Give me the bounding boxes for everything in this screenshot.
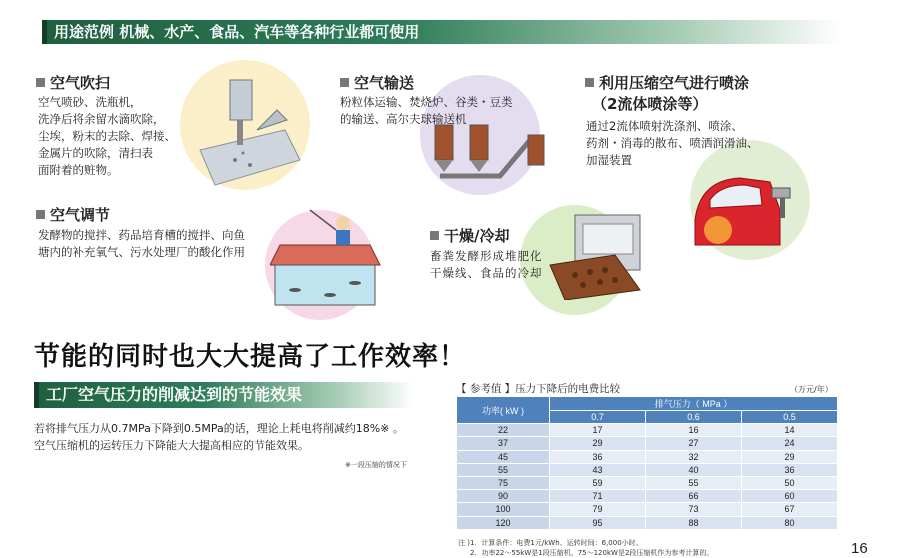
cost-cell: 17 [550,424,646,437]
section-spray-title [585,72,749,93]
cost-cell: 80 [742,516,838,529]
bullet-square-icon [36,78,45,87]
table-note-1: 注 )1．计算条件：电费1元/kWh、运转时间：6,000小时。 [458,539,643,547]
section-drying-title [430,225,509,246]
page-number: 16 [851,540,868,557]
kw-cell: 75 [457,476,550,489]
bullet-square-icon [340,78,349,87]
conveying-heading: 空气输送 [354,74,415,92]
air-adjust-text: 发酵物的搅拌、药品培育槽的搅拌、向鱼 塘内的补充氧气、污水处理厂的酸化作用 [38,228,245,259]
table-row [457,450,838,463]
cost-cell: 73 [646,503,742,516]
usage-examples-banner: 用途范例 机械、水产、食品、汽车等各种行业都可使用 [42,20,842,44]
table-row [457,503,838,516]
table-row [457,516,838,529]
bullet-square-icon [36,210,45,219]
section-conveying-title [340,72,414,93]
drying-oven-illustration [545,210,645,300]
footnote: ※一段压缩的情况下 [345,461,407,469]
body-text-2: 空气压缩机的运转压力下降能大大提高相应的节能效果。 [34,439,309,452]
air-blow-illustration [195,75,305,190]
electricity-cost-table [456,396,838,530]
cost-cell: 16 [646,424,742,437]
cost-cell: 29 [550,437,646,450]
section-air-blow-title [36,72,110,93]
pressure-col-2: 0.5 [742,411,838,424]
cost-cell: 36 [742,463,838,476]
spray-text: 通过2流体喷射洗涤剂、喷涂、 药剂・消毒的散布、喷洒润滑油、 加湿装置 [586,119,759,167]
pressure-col-0: 0.7 [550,411,646,424]
cost-cell: 32 [646,450,742,463]
cost-cell: 43 [550,463,646,476]
air-blow-text: 空气喷砂、洗瓶机， 洗净后将余留水滴吹除， 尘埃，粉末的去除、焊接、 金属片的吹除，清扫表 面附着的赃物。 [38,95,176,177]
cost-cell: 59 [550,476,646,489]
kw-cell: 55 [457,463,550,476]
cost-cell: 95 [550,516,646,529]
cost-cell: 14 [742,424,838,437]
kw-cell: 90 [457,490,550,503]
kw-header: 功率( kW ) [457,397,550,424]
drying-text: 畜粪发酵形成堆肥化 干燥线、食品的冷却 [430,249,543,280]
table-note-2: 2．功率22～55kW是1段压缩机、75～120kW是2段压缩机作为参考计算的。 [470,549,714,557]
kw-cell: 22 [457,424,550,437]
pressure-header: 排气压力（ MPa ） [550,397,838,411]
kw-cell: 100 [457,503,550,516]
cost-cell: 24 [742,437,838,450]
energy-saving-banner: 工厂空气压力的削减达到的节能效果 [34,382,414,408]
cost-cell: 67 [742,503,838,516]
main-title: 节能的同时也大大提高了工作效率！ [34,342,467,372]
table-row [457,463,838,476]
cost-cell: 71 [550,490,646,503]
kw-cell: 120 [457,516,550,529]
table-row [457,490,838,503]
cost-cell: 50 [742,476,838,489]
cost-cell: 27 [646,437,742,450]
cost-cell: 36 [550,450,646,463]
cost-cell: 40 [646,463,742,476]
table-row [457,437,838,450]
air-adjust-heading: 空气调节 [50,206,111,224]
table-unit: （万元/年） [790,385,833,394]
table-row [457,476,838,489]
body-text-1: 若将排气压力从0.7MPa下降到0.5MPa的话，理论上耗电将削减约18%※ 。 [34,422,404,435]
bullet-square-icon [585,78,594,87]
table-caption: 【 参考值 】压力下降后的电费比较 [456,383,621,395]
cost-cell: 29 [742,450,838,463]
spray-heading: 利用压缩空气进行喷涂 [599,74,750,92]
spray-subtitle: （2流体喷涂等） [592,95,708,113]
cost-cell: 66 [646,490,742,503]
drying-heading: 干燥/冷却 [444,227,510,245]
cost-cell: 60 [742,490,838,503]
conveying-text: 粉粒体运输、焚烧炉、谷类・豆类 的输送、高尔夫球输送机 [340,95,513,126]
air-blow-heading: 空气吹扫 [50,74,111,92]
pressure-col-1: 0.6 [646,411,742,424]
bullet-square-icon [430,231,439,240]
spray-painting-illustration [690,160,800,255]
kw-cell: 37 [457,437,550,450]
section-air-adjust-title [36,204,110,225]
table-row [457,424,838,437]
cost-cell: 88 [646,516,742,529]
aeration-illustration [270,205,385,310]
kw-cell: 45 [457,450,550,463]
cost-cell: 79 [550,503,646,516]
cost-cell: 55 [646,476,742,489]
